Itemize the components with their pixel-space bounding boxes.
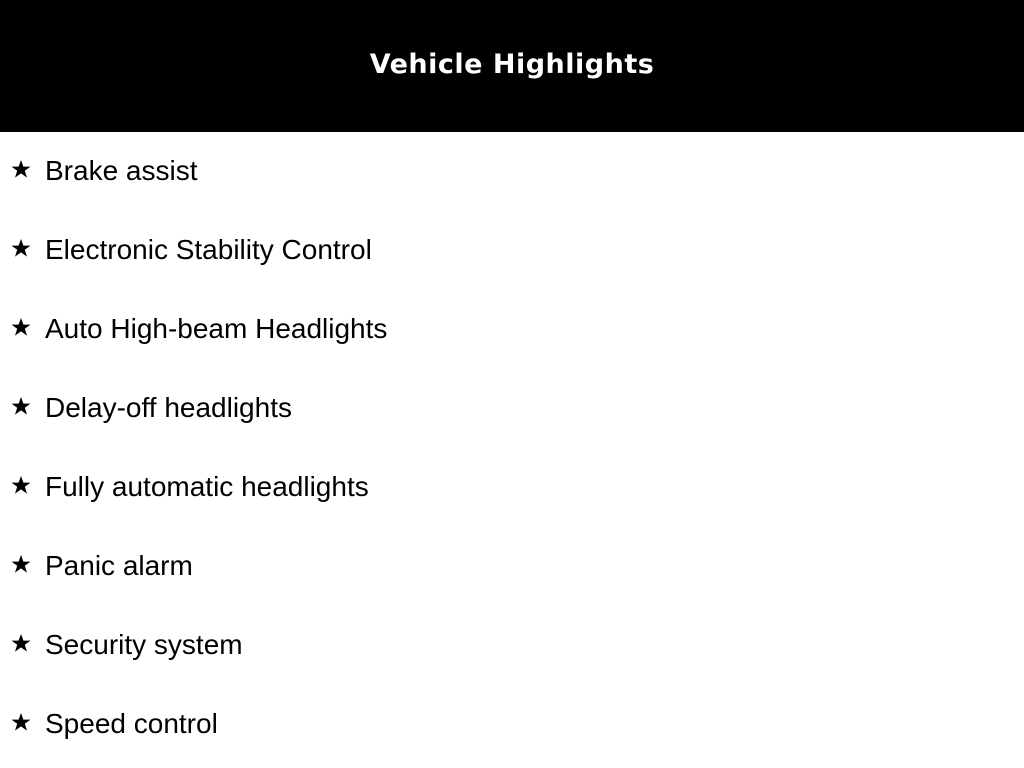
feature-label: Security system — [45, 629, 243, 660]
page-header — [0, 0, 1024, 132]
feature-label: Electronic Stability Control — [45, 234, 372, 265]
star-icon — [11, 396, 31, 416]
star-icon — [11, 633, 31, 653]
star-icon — [11, 317, 31, 337]
star-icon — [11, 475, 31, 495]
feature-label: Delay-off headlights — [45, 392, 292, 423]
feature-label: Auto High-beam Headlights — [45, 313, 388, 344]
star-icon — [11, 554, 31, 574]
star-icon — [11, 238, 31, 258]
page-title: Vehicle Highlights — [369, 49, 655, 80]
feature-label: Brake assist — [45, 155, 198, 186]
feature-label: Speed control — [45, 708, 218, 739]
star-icon — [11, 712, 31, 732]
star-icon — [11, 159, 31, 179]
feature-label: Panic alarm — [45, 550, 193, 581]
feature-label: Fully automatic headlights — [45, 471, 369, 502]
